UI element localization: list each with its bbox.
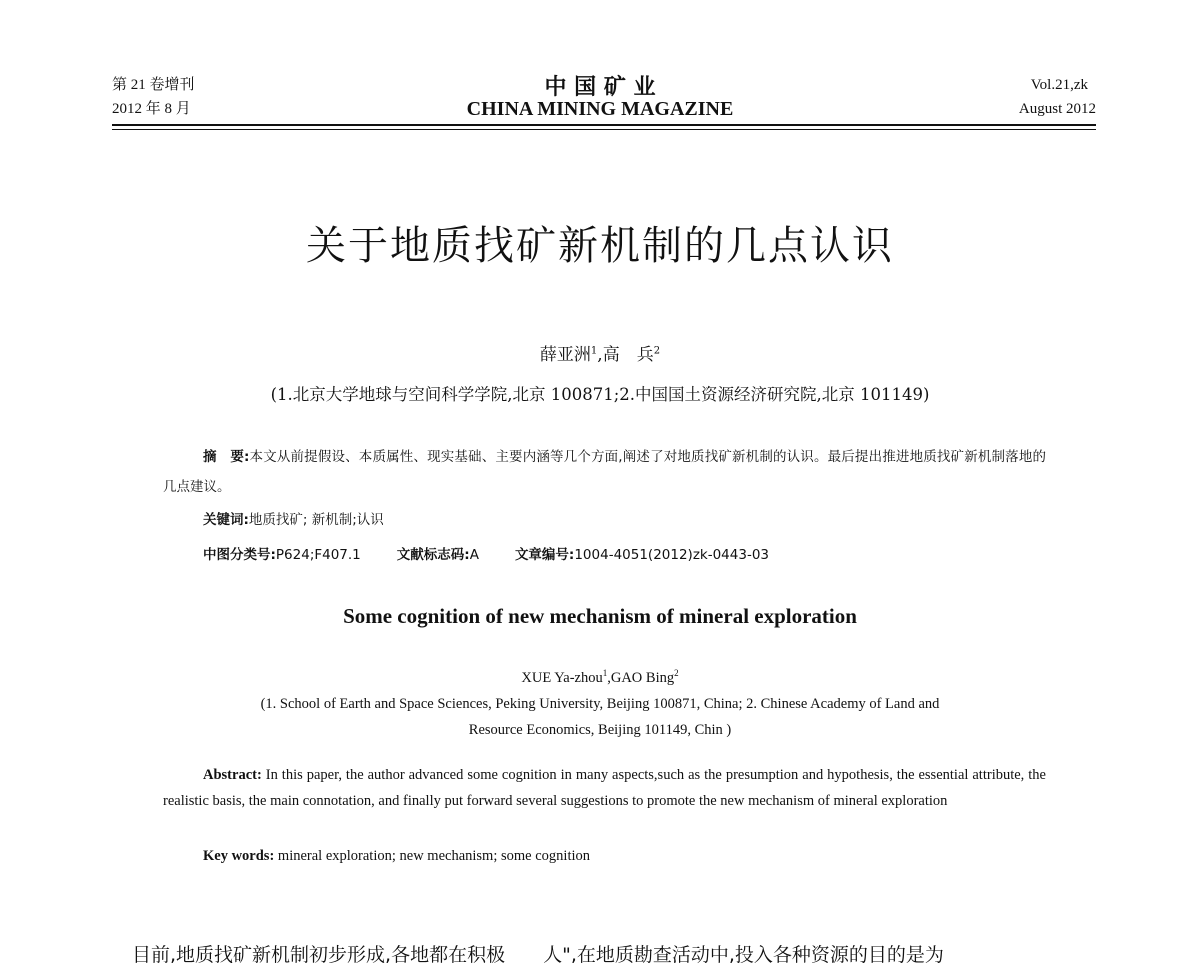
body-text-first-line: 目前,地质找矿新机制初步形成,各地都在积极 人",在地质勘查活动中,投入各种资源的目的是为 — [132, 944, 944, 966]
clc-label: 中图分类号: — [203, 547, 276, 563]
classification — [163, 540, 1046, 570]
author-en-1: XUE Ya-zhou — [521, 669, 603, 686]
author-en-sep: , — [607, 669, 611, 686]
header-rule-thin — [112, 129, 1096, 130]
header-rule — [112, 124, 1096, 126]
author-1-sup: 1 — [590, 345, 598, 357]
journal-name-en: CHINA MINING MAGAZINE — [466, 98, 734, 120]
abstract-en-label: Abstract: — [203, 767, 262, 783]
title-en: Some cognition of new mechanism of mineral exploration — [343, 604, 857, 628]
author-en-2: GAO Bing — [610, 669, 675, 686]
keywords-cn-text: 地质找矿; 新机制;认识 — [248, 512, 384, 528]
author-2-sup: 2 — [653, 345, 661, 357]
clc-value: P624;F407.1 — [275, 547, 361, 563]
keywords-en — [163, 843, 1046, 869]
abstract-cn — [163, 442, 1046, 502]
authors-cn — [0, 340, 1200, 365]
keywords-cn — [163, 505, 1046, 535]
keywords-en-text: mineral exploration; new mechanism; some cognition — [274, 848, 590, 864]
date-cn: 2012 年 8 月 — [112, 101, 191, 117]
author-1: 薛亚洲 — [539, 345, 591, 365]
author-en-1-sup: 1 — [602, 668, 608, 678]
authors-en — [0, 668, 1200, 687]
keywords-en-label: Key words: — [203, 848, 275, 864]
volume-cn: 第 21 卷增刊 — [112, 77, 195, 93]
author-en-2-sup: 2 — [674, 668, 679, 678]
affiliations-cn: (1.北京大学地球与空间科学学院,北京 100871;2.中国国土资源经济研究院,北京 101149) — [270, 385, 930, 404]
abstract-en-text: In this paper, the author advanced some cognition in many aspects,such as the presumption and hypothesis, the essential attribute, the realistic basis, the main connotation, and finally put forward several suggestions to promote the new mechanism of mineral exploration — [163, 767, 1046, 809]
author-sep: , — [597, 345, 603, 365]
date-en: August 2012 — [1018, 101, 1096, 117]
abstract-cn-text: 本文从前提假设、本质属性、现实基础、主要内涵等几个方面,阐述了对地质找矿新机制的认识。最后提出推进地质找矿新机制落地的几点建议。 — [163, 449, 1046, 495]
journal-name-cn: 中 国 矿 业 — [544, 75, 656, 100]
article-no-label: 文章编号: — [514, 547, 575, 563]
keywords-cn-label: 关键词: — [203, 512, 249, 528]
author-2: 高 兵 — [602, 345, 654, 365]
affiliations-en-line2: Resource Economics, Beijing 101149, Chin ) — [468, 722, 732, 738]
doc-code-label: 文献标志码: — [396, 547, 470, 563]
abstract-en — [163, 762, 1046, 814]
doc-code-value: A — [469, 547, 479, 563]
abstract-cn-label: 摘 要: — [203, 449, 250, 465]
article-no-value: 1004-4051(2012)zk-0443-03 — [574, 547, 769, 563]
title-cn: 关于地质找矿新机制的几点认识 — [306, 223, 894, 269]
volume-en: Vol.21,zk — [1030, 77, 1088, 93]
affiliations-en-line1: (1. School of Earth and Space Sciences, Peking University, Beijing 100871, China; 2. Chinese Academy of Land and — [260, 696, 940, 712]
